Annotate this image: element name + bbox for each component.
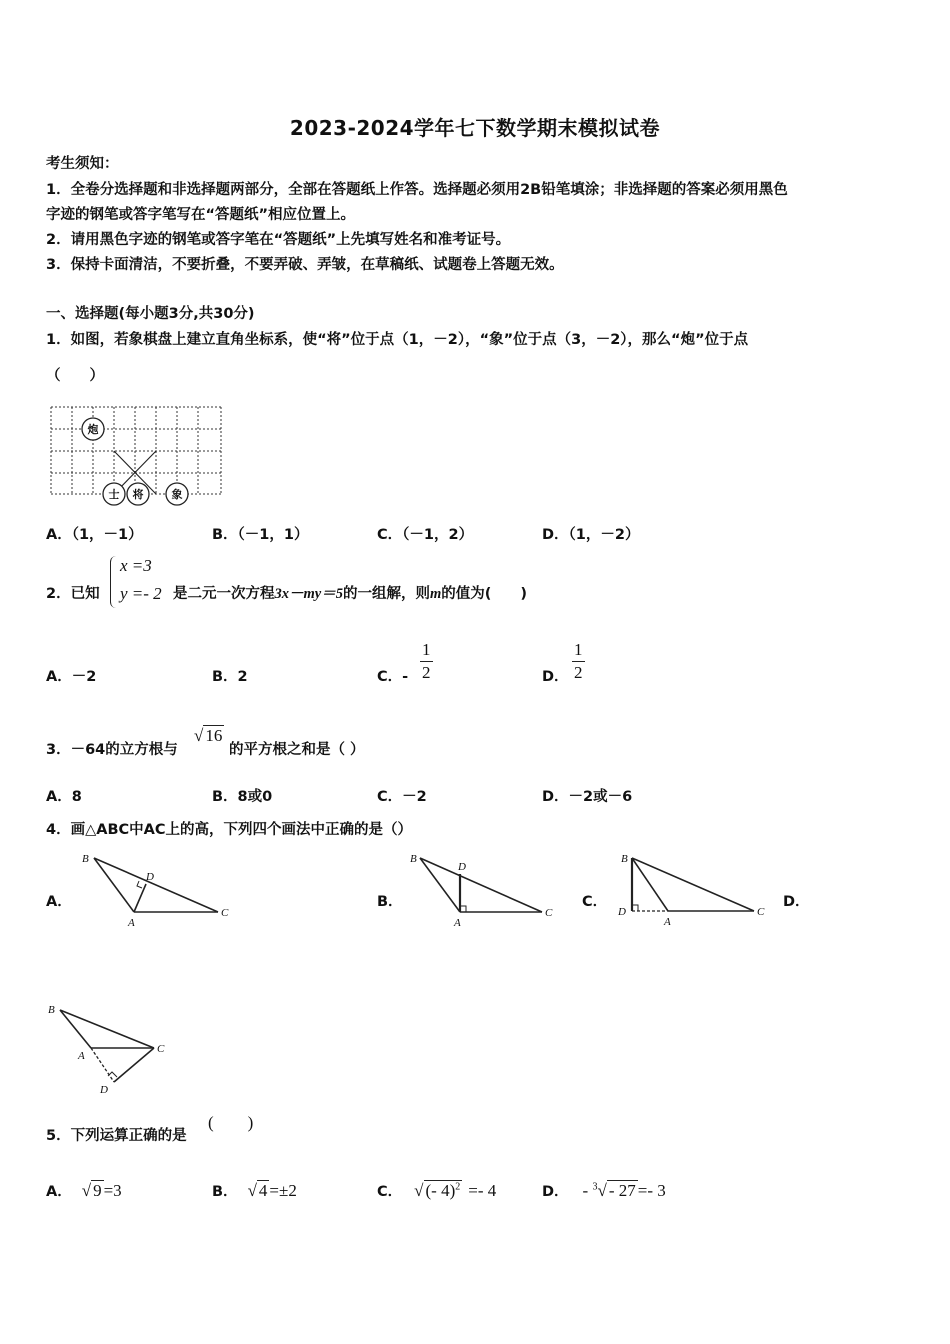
q1-option-c[interactable]: C．（－1，2） [377, 527, 474, 543]
q3-suffix: 的平方根之和是（ ） [229, 742, 365, 758]
q5-option-b-label: B． [212, 1184, 238, 1200]
q4-option-c[interactable]: C． [582, 894, 608, 910]
q5-paren: ( ) [208, 1113, 254, 1132]
fig-a-label-a: A [128, 917, 135, 929]
notice-line-1a: 1．全卷分选择题和非选择题两部分，全部在答题纸上作答。选择题必须用2B铅笔填涂；非选择题的答案必须用黑色 [46, 182, 788, 198]
q3-option-d[interactable]: D．－2或－6 [542, 789, 633, 805]
q2-option-c[interactable]: C．- [377, 669, 409, 685]
q4-option-b[interactable]: B． [377, 894, 403, 910]
fig-a-label-c: C [221, 907, 229, 919]
q5-option-d-label: D． [542, 1184, 569, 1200]
q4-text: 4．画△ABC中AC上的高，下列四个画法中正确的是（） [46, 822, 413, 838]
q5-option-c[interactable]: C． √ (- 4)$^2$ =- 4 [377, 1181, 497, 1200]
q5-b-radicand: 4 [258, 1181, 268, 1200]
q5-c-rhs: =- 4 [468, 1181, 497, 1200]
piece-shi-label: 士 [108, 489, 120, 501]
q2-c-den: 2 [422, 663, 431, 682]
section-heading: 一、选择题(每小题3分,共30分) [46, 306, 255, 322]
q3-option-c[interactable]: C．－2 [377, 789, 427, 805]
q5-d-radicand: - 27 [608, 1181, 636, 1200]
q5-option-d[interactable]: D． - $^3$√ - 27 =- 3 [542, 1181, 666, 1200]
fig-c-label-c: C [757, 906, 765, 918]
fig-d-label-a: A [78, 1050, 85, 1062]
q2-mid: 是二元一次方程 [173, 586, 275, 602]
q2-option-a[interactable]: A．－2 [46, 669, 97, 685]
fig-a-label-d: D [146, 871, 154, 883]
q2-d-num: 1 [574, 640, 583, 659]
q5-option-c-label: C． [377, 1184, 403, 1200]
q2-tail: 的值为( ) [441, 586, 528, 602]
q5-option-a-label: A． [46, 1184, 72, 1200]
q3-prefix: 3．－64的立方根与 [46, 742, 178, 758]
q1-paren: （ ） [46, 368, 104, 384]
q3-radicand: 16 [205, 726, 223, 745]
fig-c-label-a: A [664, 916, 671, 928]
q3-sqrt: √ 16 [194, 726, 223, 745]
page-title: 2023-2024学年七下数学期末模拟试卷 [289, 116, 661, 140]
q5-text: 5．下列运算正确的是 [46, 1128, 187, 1144]
notice-line-2: 2．请用黑色字迹的钢笔或答字笔在“答题纸”上先填写姓名和准考证号。 [46, 232, 511, 248]
q5-b-rhs: =±2 [269, 1181, 297, 1200]
q2-option-d[interactable]: D． [542, 669, 569, 685]
q5-a-rhs: =3 [103, 1181, 122, 1200]
q4-option-a[interactable]: A． [46, 894, 72, 910]
q2-var: m [429, 586, 442, 602]
notice-line-3: 3．保持卡面清洁，不要折叠，不要弄破、弄皱，在草稿纸、试题卷上答题无效。 [46, 257, 564, 273]
q5-a-radicand: 9 [93, 1181, 102, 1200]
fig-b-label-a: A [454, 917, 461, 929]
q5-c-exponent: 2 [455, 1181, 461, 1193]
q5-option-a[interactable]: A． √ 9 =3 [46, 1181, 122, 1200]
q2-option-b[interactable]: B．2 [212, 669, 248, 685]
fig-b-label-b: B [410, 853, 417, 865]
q1-option-b[interactable]: B．（－1，1） [212, 527, 309, 543]
q4-figure-a [78, 848, 238, 930]
q5-option-b[interactable]: B． √ 4 =±2 [212, 1181, 297, 1200]
q2-system-eq2: y =- 2 [120, 584, 162, 603]
q2-option-d-fraction [572, 640, 585, 683]
q5-c-radicand: (- 4) [425, 1181, 456, 1200]
fig-d-label-b: B [48, 1004, 55, 1016]
fig-c-label-b: B [621, 853, 628, 865]
piece-pao-label: 炮 [87, 424, 99, 436]
q2-option-c-fraction [420, 640, 433, 683]
notice-heading: 考生须知： [46, 156, 119, 172]
q1-chessboard-figure [48, 404, 224, 508]
q2-prefix: 2．已知 [46, 586, 100, 602]
fig-d-label-c: C [157, 1043, 165, 1055]
fig-a-label-b: B [82, 853, 89, 865]
q1-option-d[interactable]: D．（1，－2） [542, 527, 640, 543]
piece-jiang-label: 将 [132, 489, 144, 501]
q3-option-b[interactable]: B．8或0 [212, 789, 273, 805]
fig-b-label-d: D [458, 861, 466, 873]
q2-c-num: 1 [422, 640, 431, 659]
q4-figure-b [404, 848, 564, 930]
fig-c-label-d: D [618, 906, 626, 918]
fig-d-label-d: D [100, 1084, 108, 1096]
q2-system-eq1: x =3 [120, 556, 152, 575]
q4-figure-d [44, 998, 184, 1098]
q2-text [173, 582, 527, 603]
q2-suffix: 的一组解，则 [342, 586, 430, 602]
q3-option-a[interactable]: A．8 [46, 789, 82, 805]
q2-d-den: 2 [574, 663, 583, 682]
q2-equation: 3x－my＝5 [274, 586, 343, 602]
q5-d-minus: - [582, 1181, 589, 1200]
q5-d-index: 3 [592, 1181, 598, 1193]
notice-line-1b: 字迹的钢笔或答字笔写在“答题纸”相应位置上。 [46, 207, 356, 223]
fig-b-label-c: C [545, 907, 553, 919]
q2-system-brace [110, 556, 119, 608]
q5-d-rhs: =- 3 [637, 1181, 666, 1200]
q1-option-a[interactable]: A．（1，－1） [46, 527, 143, 543]
piece-xiang-label: 象 [171, 489, 183, 501]
q4-option-d[interactable]: D． [783, 894, 810, 910]
q4-figure-c [612, 848, 772, 930]
q1-text: 1．如图，若象棋盘上建立直角坐标系，使“将”位于点（1，－2），“象”位于点（3，－2），那么“炮”位于点 [46, 332, 749, 348]
